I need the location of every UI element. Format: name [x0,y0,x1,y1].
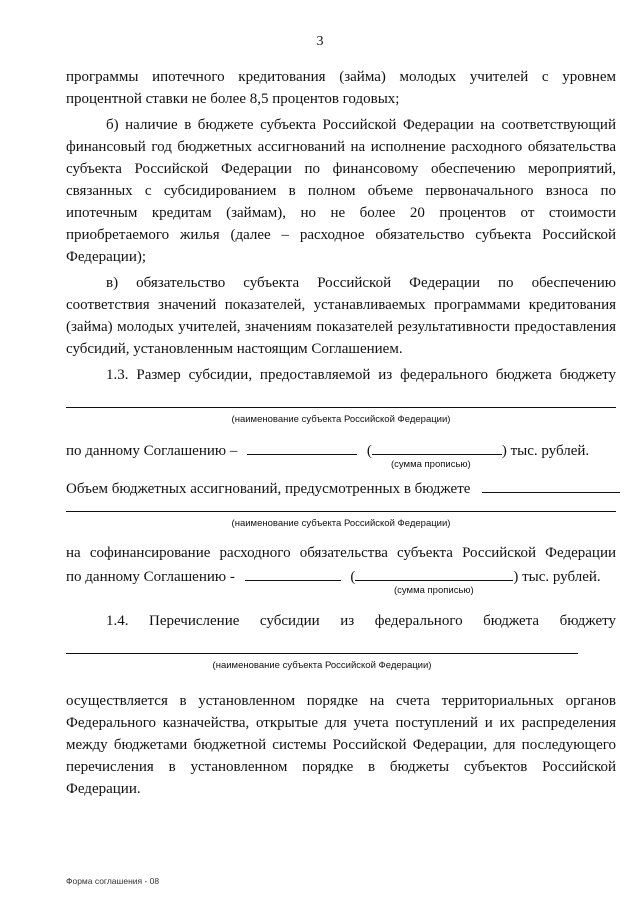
cofinancing-text: на софинансирование расходного обязательства субъекта Российской Федерации [66,545,616,561]
paragraph-1-line-1: программы ипотечного кредитования (займа) молодых учителей с уровнем [66,69,616,85]
form-footer-label: Форма соглашения - 08 [66,876,160,886]
paragraph-1-line-2: процентной ставки не более 8,5 процентов годовых; [66,91,400,107]
paragraph-v: в) обязательство субъекта Российской Федерации по обеспечению соответствия значений показателей, устанавливаемых программами кредитования (займа) молодых учителей, значениям показателей результативности предоставления субсидий, установленным настоящим Соглашением. [66,275,616,357]
subsidy-amount-words-field[interactable] [372,438,502,455]
subject-name-caption-1: (наименование субъекта Российской Федерации) [231,414,451,425]
budget-allocations-text: Объем бюджетных ассигнований, предусмотренных в бюджете [66,481,471,497]
spacer [66,632,616,652]
spacer [66,386,616,406]
sum-words-caption-1: (сумма прописью) [391,459,471,470]
subsidy-amount-open-paren: ( [366,443,372,459]
subject-name-caption-3: (наименование субъекта Российской Федерации) [212,660,432,671]
cofinancing-amount-suffix: ) тыс. рублей. [513,569,601,585]
document-body [66,66,616,800]
subject-name-line-2[interactable] [66,510,616,512]
subsidy-amount-row [66,438,616,472]
cofinancing-amount-words-field[interactable] [355,564,513,581]
paragraph-1-3: 1.3. Размер субсидии, предоставляемой из федерального бюджета бюджету [106,367,616,383]
budget-allocations-field[interactable] [482,476,620,493]
cofinancing-amount-field[interactable] [245,564,341,581]
paragraph-b: б) наличие в бюджете субъекта Российской Федерации на соответствующий финансовый год бюджетных ассигнований на исполнение расходного обязательства субъекта Российской Федерации по финансовому обеспечению мероприятий, связанных с субсидированием в полном объеме первоначального взноса по ипотечным кредитам (займам), но не более 20 процентов от стоимости приобретаемого жилья (далее – расходное обязательство субъекта Российской Федерации); [66,117,616,265]
subsidy-amount-field[interactable] [247,438,357,455]
subject-name-line-1[interactable] [66,406,616,408]
cofinancing-amount-prefix: по данному Соглашению - [66,569,235,585]
spacer [66,498,616,510]
sum-words-caption-2: (сумма прописью) [394,585,474,596]
cofinancing-amount-row [66,564,616,598]
paragraph-transfer: осуществляется в установленном порядке на счета территориальных органов Федерального казначейства, открытые для учета поступлений и их распределения между бюджетами бюджетной системы Российской Федерации, для последующего перечисления в установленном порядке в бюджеты субъектов Российской Федерации. [66,693,616,797]
subsidy-amount-prefix: по данному Соглашению – [66,443,238,459]
subsidy-amount-suffix: ) тыс. рублей. [501,443,590,459]
cofinancing-amount-open-paren: ( [350,569,356,585]
subject-name-line-3[interactable] [66,652,578,654]
page-number: 3 [316,34,324,49]
subject-name-caption-2: (наименование субъекта Российской Федерации) [231,518,451,529]
paragraph-1-4: 1.4. Перечисление субсидии из федерального бюджета бюджету [106,613,616,629]
budget-allocations-row [66,476,616,498]
